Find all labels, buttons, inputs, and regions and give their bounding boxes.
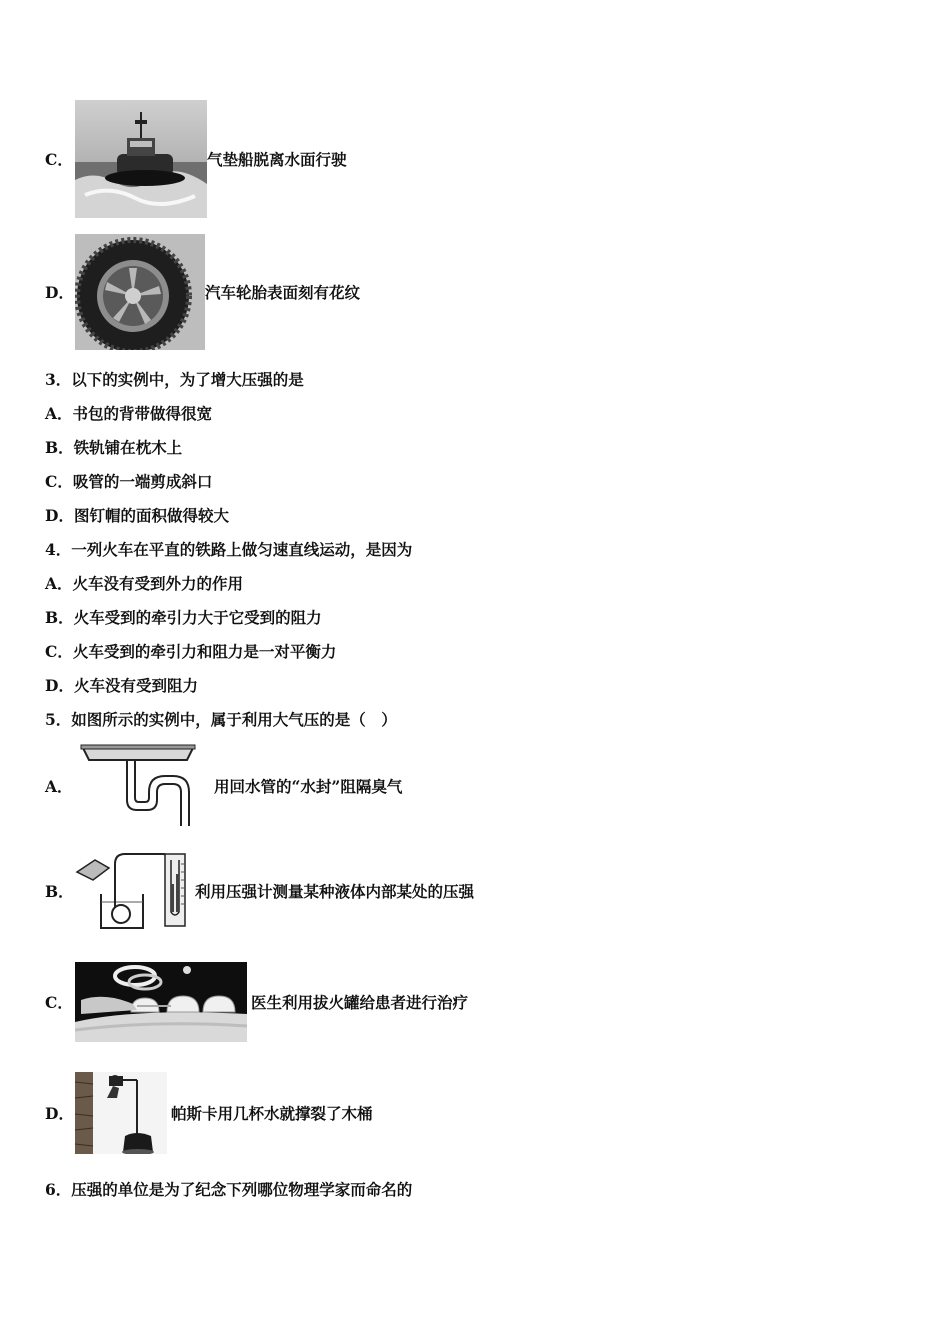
cupping-photo-icon — [75, 962, 247, 1042]
q5-option-d — [45, 1072, 373, 1154]
option-text: 用回水管的“水封”阻隔臭气 — [214, 777, 403, 796]
q5-option-a — [45, 744, 402, 828]
q5-option-c — [45, 962, 468, 1042]
q3-option-b: B．铁轨铺在枕木上 — [45, 438, 183, 457]
q2-option-c — [45, 100, 347, 218]
option-text: 帕斯卡用几杯水就撑裂了木桶 — [171, 1104, 373, 1123]
option-text: 利用压强计测量某种液体内部某处的压强 — [195, 882, 475, 901]
q5-option-b — [45, 850, 474, 932]
q4-option-d: D．火车没有受到阻力 — [45, 676, 198, 695]
hovercraft-photo-icon — [75, 100, 207, 218]
q3-option-d: D．图钉帽的面积做得较大 — [45, 506, 229, 525]
q4-stem: 4．一列火车在平直的铁路上做匀速直线运动，是因为 — [45, 540, 413, 559]
q4-option-a: A．火车没有受到外力的作用 — [45, 574, 244, 593]
option-letter: D． — [45, 283, 74, 302]
option-text: 气垫船脱离水面行驶 — [207, 150, 347, 169]
option-text: 医生利用拔火罐给患者进行治疗 — [251, 993, 469, 1012]
option-letter: C． — [45, 150, 73, 169]
option-letter: B． — [45, 882, 74, 901]
option-text: 汽车轮胎表面刻有花纹 — [205, 283, 361, 302]
pascal-barrel-diagram-icon — [75, 1072, 167, 1154]
q5-stem: 5．如图所示的实例中，属于利用大气压的是（ ） — [45, 710, 397, 729]
sink-trap-diagram-icon — [75, 744, 200, 828]
q3-option-c: C．吸管的一端剪成斜口 — [45, 472, 213, 491]
q3-option-a: A．书包的背带做得很宽 — [45, 404, 213, 423]
q4-option-b: B．火车受到的牵引力大于它受到的阻力 — [45, 608, 322, 627]
option-letter: C． — [45, 993, 73, 1012]
q2-option-d — [45, 234, 360, 350]
q3-stem: 3．以下的实例中，为了增大压强的是 — [45, 370, 304, 389]
q6-stem: 6．压强的单位是为了纪念下列哪位物理学家而命名的 — [45, 1180, 413, 1199]
option-letter: D． — [45, 1104, 74, 1123]
option-letter: A． — [45, 777, 73, 796]
q4-option-c: C．火车受到的牵引力和阻力是一对平衡力 — [45, 642, 337, 661]
manometer-diagram-icon — [75, 850, 193, 932]
tire-photo-icon — [75, 234, 205, 350]
